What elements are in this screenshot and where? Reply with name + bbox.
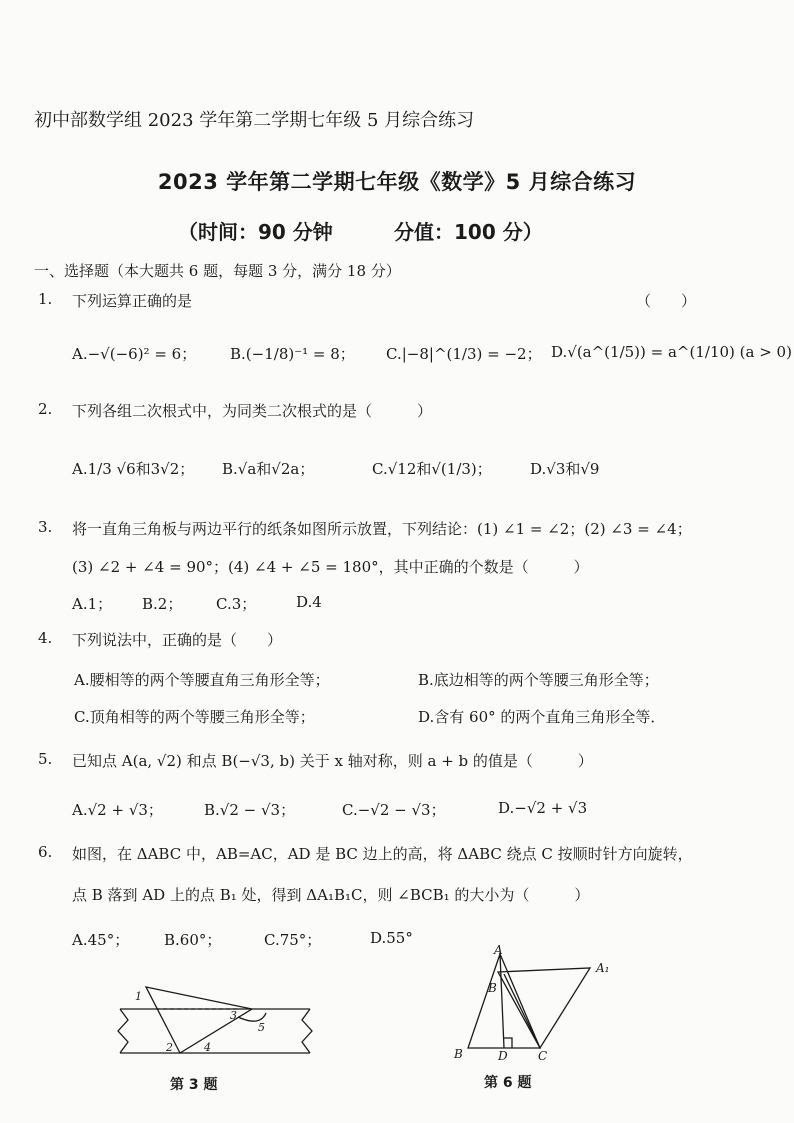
fig6-label-a: A xyxy=(494,944,503,957)
q5-option-d-expr: −√2 + √3 xyxy=(514,799,588,817)
q4-option-c xyxy=(74,706,315,727)
q5-option-d xyxy=(498,799,587,817)
q4-option-c-expr: 顶角相等的两个等腰三角形全等； xyxy=(89,708,315,726)
q5-number: 5. xyxy=(38,750,53,768)
q3-option-d-label: D. xyxy=(296,593,313,611)
q2-option-c-expr: √12和√(1/3)； xyxy=(387,460,492,478)
q1-option-b-label: B. xyxy=(230,345,246,363)
angle-arc-5 xyxy=(238,1013,266,1021)
q5-option-a-expr: √2 + √3； xyxy=(87,801,163,819)
q1-option-d-label: D. xyxy=(551,343,568,361)
q3-option-b xyxy=(142,593,182,614)
q5-stem: 已知点 A(a, √2) 和点 B(−√3, b) 关于 x 轴对称，则 a + b 的值是（ ） xyxy=(72,752,593,770)
q5-option-c-expr: −√2 − √3； xyxy=(357,801,446,819)
q5-option-d-label: D. xyxy=(498,799,515,817)
q2-option-a xyxy=(72,458,194,479)
q3-option-c-label: C. xyxy=(216,595,232,613)
fig3-label-4: 4 xyxy=(204,1041,211,1054)
q2-number: 2. xyxy=(38,400,53,418)
q3-option-a-expr: 1； xyxy=(87,595,113,613)
q1-option-c-expr: |−8|^(1/3) = −2； xyxy=(401,345,542,363)
q1-option-d-expr: √(a^(1/5)) = a^(1/10) (a > 0) xyxy=(567,343,792,361)
strip-left-zigzag xyxy=(118,1009,128,1053)
q4-option-d-expr: 含有 60° 的两个直角三角形全等． xyxy=(434,708,666,726)
q5-option-a-label: A. xyxy=(72,801,88,819)
segment-b-b1 xyxy=(504,974,540,1048)
q6-option-a-label: A. xyxy=(72,931,88,949)
q4-option-c-label: C. xyxy=(74,708,90,726)
q2-option-b xyxy=(222,458,314,479)
q1-number: 1. xyxy=(38,290,53,308)
q4-number: 4. xyxy=(38,629,53,647)
q3-option-c-expr: 3； xyxy=(231,595,257,613)
figure-q3 xyxy=(110,975,320,1060)
q5-option-b-label: B. xyxy=(204,801,220,819)
q2-option-d-label: D. xyxy=(530,460,547,478)
fig6-label-b1: B xyxy=(488,981,497,995)
q6-option-c xyxy=(264,929,321,950)
q4-option-d xyxy=(418,706,665,727)
q6-stem-line1: 如图，在 ΔABC 中，AB=AC，AD 是 BC 边上的高，将 ΔABC 绕点 C 按顺时针方向旋转， xyxy=(72,845,693,863)
figure-q6 xyxy=(450,944,630,1066)
q5-option-c xyxy=(342,799,446,820)
q6-number: 6. xyxy=(38,843,53,861)
q6-option-b-expr: 60°； xyxy=(179,931,222,949)
q1-answer-paren: （ ） xyxy=(636,292,697,310)
fig3-label-1: 1 xyxy=(135,990,142,1003)
q1-option-d xyxy=(551,343,792,361)
altitude-ad xyxy=(500,954,504,1048)
q1-option-a xyxy=(72,343,196,364)
q5-option-b-expr: √2 − √3； xyxy=(219,801,296,819)
q3-option-a xyxy=(72,593,112,614)
triangle-a1b1c xyxy=(498,968,590,1048)
q3-option-d xyxy=(296,593,322,611)
fig3-label-2: 2 xyxy=(166,1041,173,1054)
q6-stem-line2: 点 B 落到 AD 上的点 B₁ 处，得到 ΔA₁B₁C，则 ∠BCB₁ 的大小为（ ） xyxy=(72,886,590,904)
q1-option-a-expr: −√(−6)² = 6； xyxy=(87,345,197,363)
exam-score: 分值：100 分） xyxy=(394,220,543,244)
page-header: 初中部数学组 2023 学年第二学期七年级 5 月综合练习 xyxy=(34,110,475,131)
q4-option-a xyxy=(74,669,330,690)
q1-option-a-label: A. xyxy=(72,345,88,363)
q6-option-a xyxy=(72,929,129,950)
q3-option-b-label: B. xyxy=(142,595,158,613)
q3-number: 3. xyxy=(38,518,53,536)
fig6-label-d: D xyxy=(498,1049,508,1063)
q4-option-b-label: B. xyxy=(418,671,434,689)
q3-stem-line2: (3) ∠2 + ∠4 = 90°；(4) ∠4 + ∠5 = 180°，其中正确的个数是（ ） xyxy=(72,558,589,576)
figure-q3-caption: 第 3 题 xyxy=(170,1077,218,1093)
q6-option-d xyxy=(370,929,413,947)
q2-option-a-expr: 1/3 √6和3√2； xyxy=(87,460,195,478)
q2-option-b-expr: √a和√2a； xyxy=(237,460,315,478)
q4-option-a-label: A. xyxy=(74,671,90,689)
q4-option-b xyxy=(418,669,659,690)
q2-option-d xyxy=(530,458,599,479)
q1-option-c xyxy=(386,343,542,364)
q4-option-b-expr: 底边相等的两个等腰三角形全等； xyxy=(433,671,659,689)
q4-option-a-expr: 腰相等的两个等腰直角三角形全等； xyxy=(89,671,330,689)
q6-option-b xyxy=(164,929,221,950)
q4-option-d-label: D. xyxy=(418,708,435,726)
q2-option-b-label: B. xyxy=(222,460,238,478)
q5-option-b xyxy=(204,799,295,820)
right-angle-mark xyxy=(504,1038,512,1048)
fig6-label-c: C xyxy=(538,1049,548,1063)
q3-option-a-label: A. xyxy=(72,595,88,613)
q5-option-a xyxy=(72,799,163,820)
figure-q6-caption: 第 6 题 xyxy=(484,1075,532,1091)
q4-stem: 下列说法中，正确的是（ ） xyxy=(72,631,283,649)
q2-option-c xyxy=(372,458,492,479)
q1-stem: 下列运算正确的是 xyxy=(72,292,193,310)
q1-option-c-label: C. xyxy=(386,345,402,363)
exam-title: 2023 学年第二学期七年级《数学》5 月综合练习 xyxy=(157,170,637,194)
q5-option-c-label: C. xyxy=(342,801,358,819)
q1-option-b xyxy=(230,343,355,364)
q1-option-b-expr: (−1/8)⁻¹ = 8； xyxy=(245,345,355,363)
q3-option-b-expr: 2； xyxy=(157,595,183,613)
q6-option-c-expr: 75°； xyxy=(279,931,322,949)
fig3-label-5: 5 xyxy=(258,1021,265,1034)
q6-option-c-label: C. xyxy=(264,931,280,949)
q3-option-d-expr: 4 xyxy=(312,593,322,611)
exam-time: （时间：90 分钟 xyxy=(178,220,333,244)
q6-option-d-expr: 55° xyxy=(386,929,413,947)
q2-option-d-expr: √3和√9 xyxy=(546,460,600,478)
q2-stem: 下列各组二次根式中，为同类二次根式的是（ ） xyxy=(72,402,433,420)
section-heading: 一、选择题（本大题共 6 题，每题 3 分，满分 18 分） xyxy=(34,262,401,280)
fig6-label-b: B xyxy=(454,1047,463,1061)
q3-option-c xyxy=(216,593,256,614)
strip-right-zigzag xyxy=(302,1009,312,1053)
q6-option-a-expr: 45°； xyxy=(87,931,130,949)
q6-option-b-label: B. xyxy=(164,931,180,949)
fig6-label-a1: A₁ xyxy=(596,961,610,975)
q6-option-d-label: D. xyxy=(370,929,387,947)
q2-option-c-label: C. xyxy=(372,460,388,478)
q2-option-a-label: A. xyxy=(72,460,88,478)
fig3-label-3: 3 xyxy=(230,1009,237,1022)
q3-stem-line1: 将一直角三角板与两边平行的纸条如图所示放置，下列结论：(1) ∠1 = ∠2；(2) ∠3 = ∠4； xyxy=(72,520,692,538)
